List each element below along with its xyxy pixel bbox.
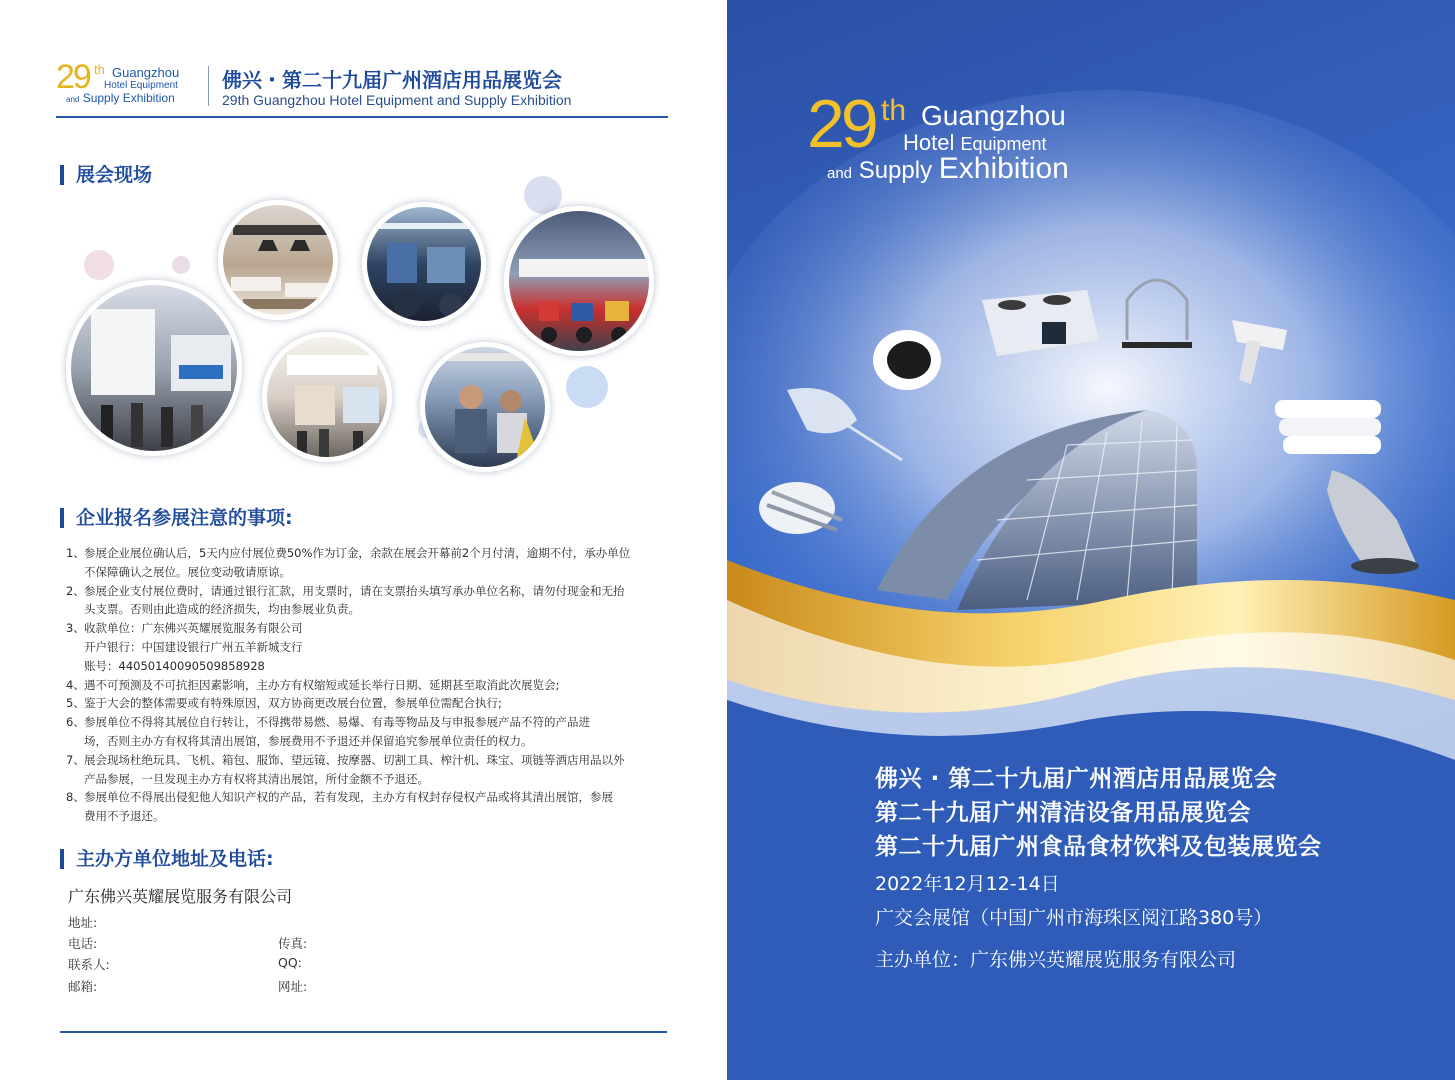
contact-person-label: 联系人:	[68, 957, 110, 972]
towels-icon	[1275, 400, 1381, 454]
cover-logo-line3: and Supply Exhibition	[827, 152, 1069, 185]
header-title-en: 29th Guangzhou Hotel Equipment and Supply Exhibition	[222, 92, 572, 108]
footer-rule	[60, 1031, 667, 1033]
header-title-cn: 佛兴・第二十九届广州酒店用品展览会	[222, 68, 562, 92]
cover-organizer: 主办单位：广东佛兴英耀展览服务有限公司	[875, 949, 1237, 971]
logo-line2: Hotel Equipment	[104, 80, 178, 91]
photo-booth-display	[504, 206, 654, 356]
photo-lux-dove-booth	[262, 332, 392, 462]
exhibition-logo	[56, 60, 201, 110]
page-header	[56, 60, 668, 120]
qq-label: QQ:	[278, 955, 302, 970]
logo-and: and	[66, 95, 80, 104]
note-item: 2、参展企业支付展位费时，请通过银行汇款，用支票时，请在支票抬头填写承办单位名称，请勿付现金和无抬 头支票。否则由此造成的经济损失，均由参展业负责。	[66, 583, 625, 617]
cover-title-food: 第二十九届广州食品食材饮料及包装展览会	[875, 834, 1322, 860]
phone-label: 电话:	[68, 936, 98, 951]
note-item: 1、参展企业展位确认后，5天内应付展位费50%作为订金，余款在展会开幕前2个月付清，逾期不付，承办单位 不保障确认之展位。展位变动敬请原谅。	[66, 546, 631, 579]
address-label: 地址:	[68, 915, 98, 930]
note-item: 3、收款单位：广东佛兴英耀展览服务有限公司 开户银行：中国建设银行广州五羊新城支行 账号：44050140090509858928	[66, 621, 303, 673]
note-item: 7、展会现场杜绝玩具、飞机、箱包、服饰、望远镜、按摩器、切割工具、榨汁机、珠宝、项链等酒店用品以外 产品参展，一旦发现主办方有权将其清出展馆，所付金额不予退还。	[66, 752, 625, 786]
logo-line3-text: Supply Exhibition	[82, 91, 175, 105]
left-page	[0, 0, 727, 1080]
cover-title-cleaning: 第二十九届广州清洁设备用品展览会	[875, 800, 1251, 826]
cover-logo-suffix: th	[881, 94, 907, 127]
note-item: 6、参展单位不得将其展位自行转让，不得携带易燃、易爆、有毒等物品及与申报参展产品不符的产品进 场，否则主办方有权将其清出展馆，参展费用不予退还并保留追究参展单位责任的权力。	[66, 715, 590, 748]
cover-logo-line2: Hotel Equipment	[903, 130, 1047, 155]
organizer-company: 广东佛兴英耀展览服务有限公司	[68, 887, 293, 906]
photo-hotel-furniture	[218, 200, 338, 320]
exhibition-photo-collage	[60, 170, 670, 480]
lower-blue-band	[727, 700, 1455, 1080]
photo-exhibition-hall	[362, 202, 486, 326]
website-label: 网址:	[278, 979, 308, 994]
cover-logo-number: 29	[807, 86, 875, 162]
cover-venue: 广交会展馆（中国广州市海珠区阅江路380号）	[875, 907, 1273, 929]
fax-label: 传真:	[278, 936, 308, 951]
cover-logo	[807, 86, 1107, 190]
section-title-notes: 企业报名参展注意的事项:	[60, 508, 293, 528]
note-item: 5、鉴于大会的整体需要或有特殊原因，双方协商更改展台位置，参展单位需配合执行;	[66, 696, 502, 711]
note-item: 8、参展单位不得展出侵犯他人知识产权的产品，若有发现，主办方有权封存侵权产品或将其清出展馆，参展 费用不予退还。	[66, 790, 613, 824]
cover-title-hotel: 佛兴 · 第二十九届广州酒店用品展览会	[875, 766, 1278, 792]
photo-wmf-booth	[66, 280, 242, 456]
decor-bubble	[172, 256, 190, 274]
notes-list	[66, 544, 676, 826]
coffee-cup-icon	[873, 330, 941, 390]
section-title-scene: 展会现场	[60, 165, 152, 185]
cover-date: 2022年12月12-14日	[875, 873, 1060, 895]
logo-number: 29	[56, 58, 90, 96]
logo-suffix: th	[94, 62, 105, 77]
section-title-contact: 主办方单位地址及电话:	[60, 849, 274, 869]
photo-cleaning-equipment	[420, 342, 550, 472]
cover-page	[727, 0, 1455, 1080]
decor-bubble	[566, 366, 608, 408]
header-divider	[208, 66, 209, 106]
email-label: 邮箱:	[68, 979, 98, 994]
cover-logo-line1: Guangzhou	[921, 100, 1066, 131]
header-rule	[56, 116, 668, 118]
logo-line3	[66, 91, 175, 105]
logo-line1: Guangzhou	[112, 65, 180, 80]
note-item: 4、遇不可预测及不可抗拒因素影响，主办方有权缩短或延长举行日期、延期甚至取消此次展览会;	[66, 677, 560, 692]
decor-bubble	[84, 250, 114, 280]
